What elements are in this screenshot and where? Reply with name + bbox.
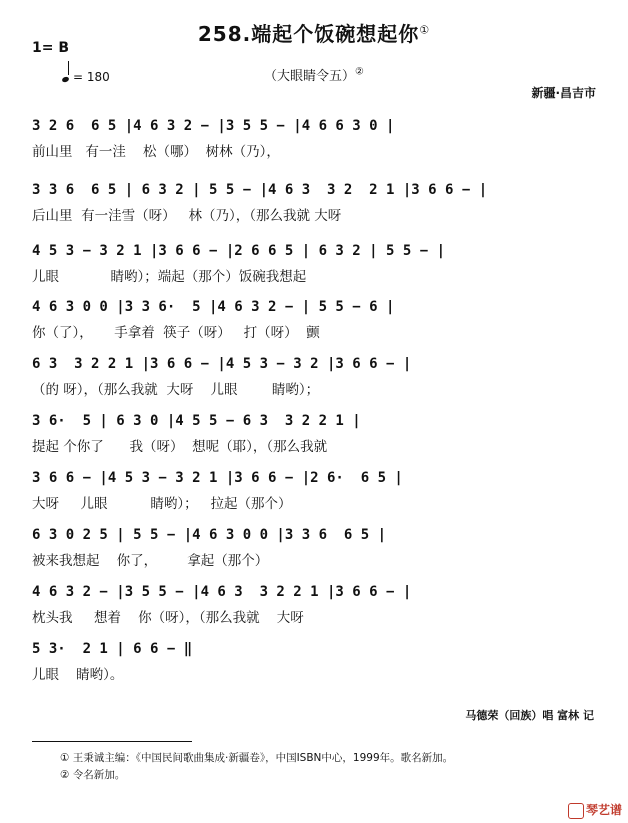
lyric-line: 后山里 有一洼雪（呀） 林（乃），（那么我就 大呀 (32, 208, 342, 224)
lyric-line: 儿眼 睛哟）。 (32, 667, 124, 683)
logo-icon (568, 803, 584, 819)
tempo-marking: = 180 (62, 67, 110, 84)
lyric-line: 提起 个你了 我（呀） 想呢（耶），（那么我就 (32, 439, 328, 455)
music-line: 4 5 3 − 3 2 1 |3 6 6 − |2 6 6 5 | 6 3 2 | 5 5 − | (32, 243, 446, 259)
lyric-line: 枕头我 想着 你（呀），（那么我就 大呀 (32, 610, 304, 626)
music-line: 3 3 6 6 5 | 6 3 2 | 5 5 − |4 6 3 3 2 2 1 |3 6 6 − | (32, 182, 488, 198)
site-logo: 琴艺谱 (568, 801, 622, 819)
footnote-divider (32, 741, 192, 742)
music-line: 4 6 3 2 − |3 5 5 − |4 6 3 3 2 2 1 |3 6 6 − | (32, 584, 412, 600)
footnote-1: ① 王秉诚主编：《中国民间歌曲集成·新疆卷》，中国ISBN中心，1999年。歌名新加。 (60, 752, 454, 764)
key-signature: 1= B (32, 40, 70, 56)
footnote-2: ② 令名新加。 (60, 769, 126, 781)
lyric-line: 被来我想起 你了， 拿起（那个） (32, 553, 269, 569)
music-line: 3 2 6 6 5 |4 6 3 2 − |3 5 5 − |4 6 6 3 0 | (32, 118, 395, 134)
title-footnote-mark: ① (419, 23, 431, 37)
music-line: 5 3· 2 1 | 6 6 − ‖ (32, 641, 193, 657)
music-line: 6 3 0 2 5 | 5 5 − |4 6 3 0 0 |3 3 6 6 5 | (32, 527, 387, 543)
lyric-line: 大呀 儿眼 睛哟）； 拉起（那个） (32, 496, 292, 512)
music-line: 6 3 3 2 2 1 |3 6 6 − |4 5 3 − 3 2 |3 6 6 − | (32, 356, 412, 372)
subtitle: （大眼睛令五）② (264, 66, 364, 84)
region-label: 新疆·昌吉市 (531, 86, 596, 100)
lyric-line: 你（了）， 手拿着 筷子（呀） 打（呀） 颤 (32, 325, 320, 341)
lyric-line: 儿眼 睛哟）；端起（那个）饭碗我想起 (32, 269, 307, 285)
music-line: 4 6 3 0 0 |3 3 6· 5 |4 6 3 2 − | 5 5 − 6 | (32, 299, 395, 315)
credit-line: 马德荣（回族）唱 富林 记 (465, 709, 594, 722)
lyric-line: （的 呀），（那么我就 大呀 儿眼 睛哟）； (32, 382, 320, 398)
music-line: 3 6· 5 | 6 3 0 |4 5 5 − 6 3 3 2 2 1 | (32, 413, 361, 429)
song-title: 258.端起个饭碗想起你① (197, 22, 431, 46)
music-line: 3 6 6 − |4 5 3 − 3 2 1 |3 6 6 − |2 6· 6 5 | (32, 470, 403, 486)
subtitle-footnote-mark: ② (355, 66, 364, 78)
lyric-line: 前山里 有一洼 松（哪） 树林（乃）， (32, 144, 280, 160)
